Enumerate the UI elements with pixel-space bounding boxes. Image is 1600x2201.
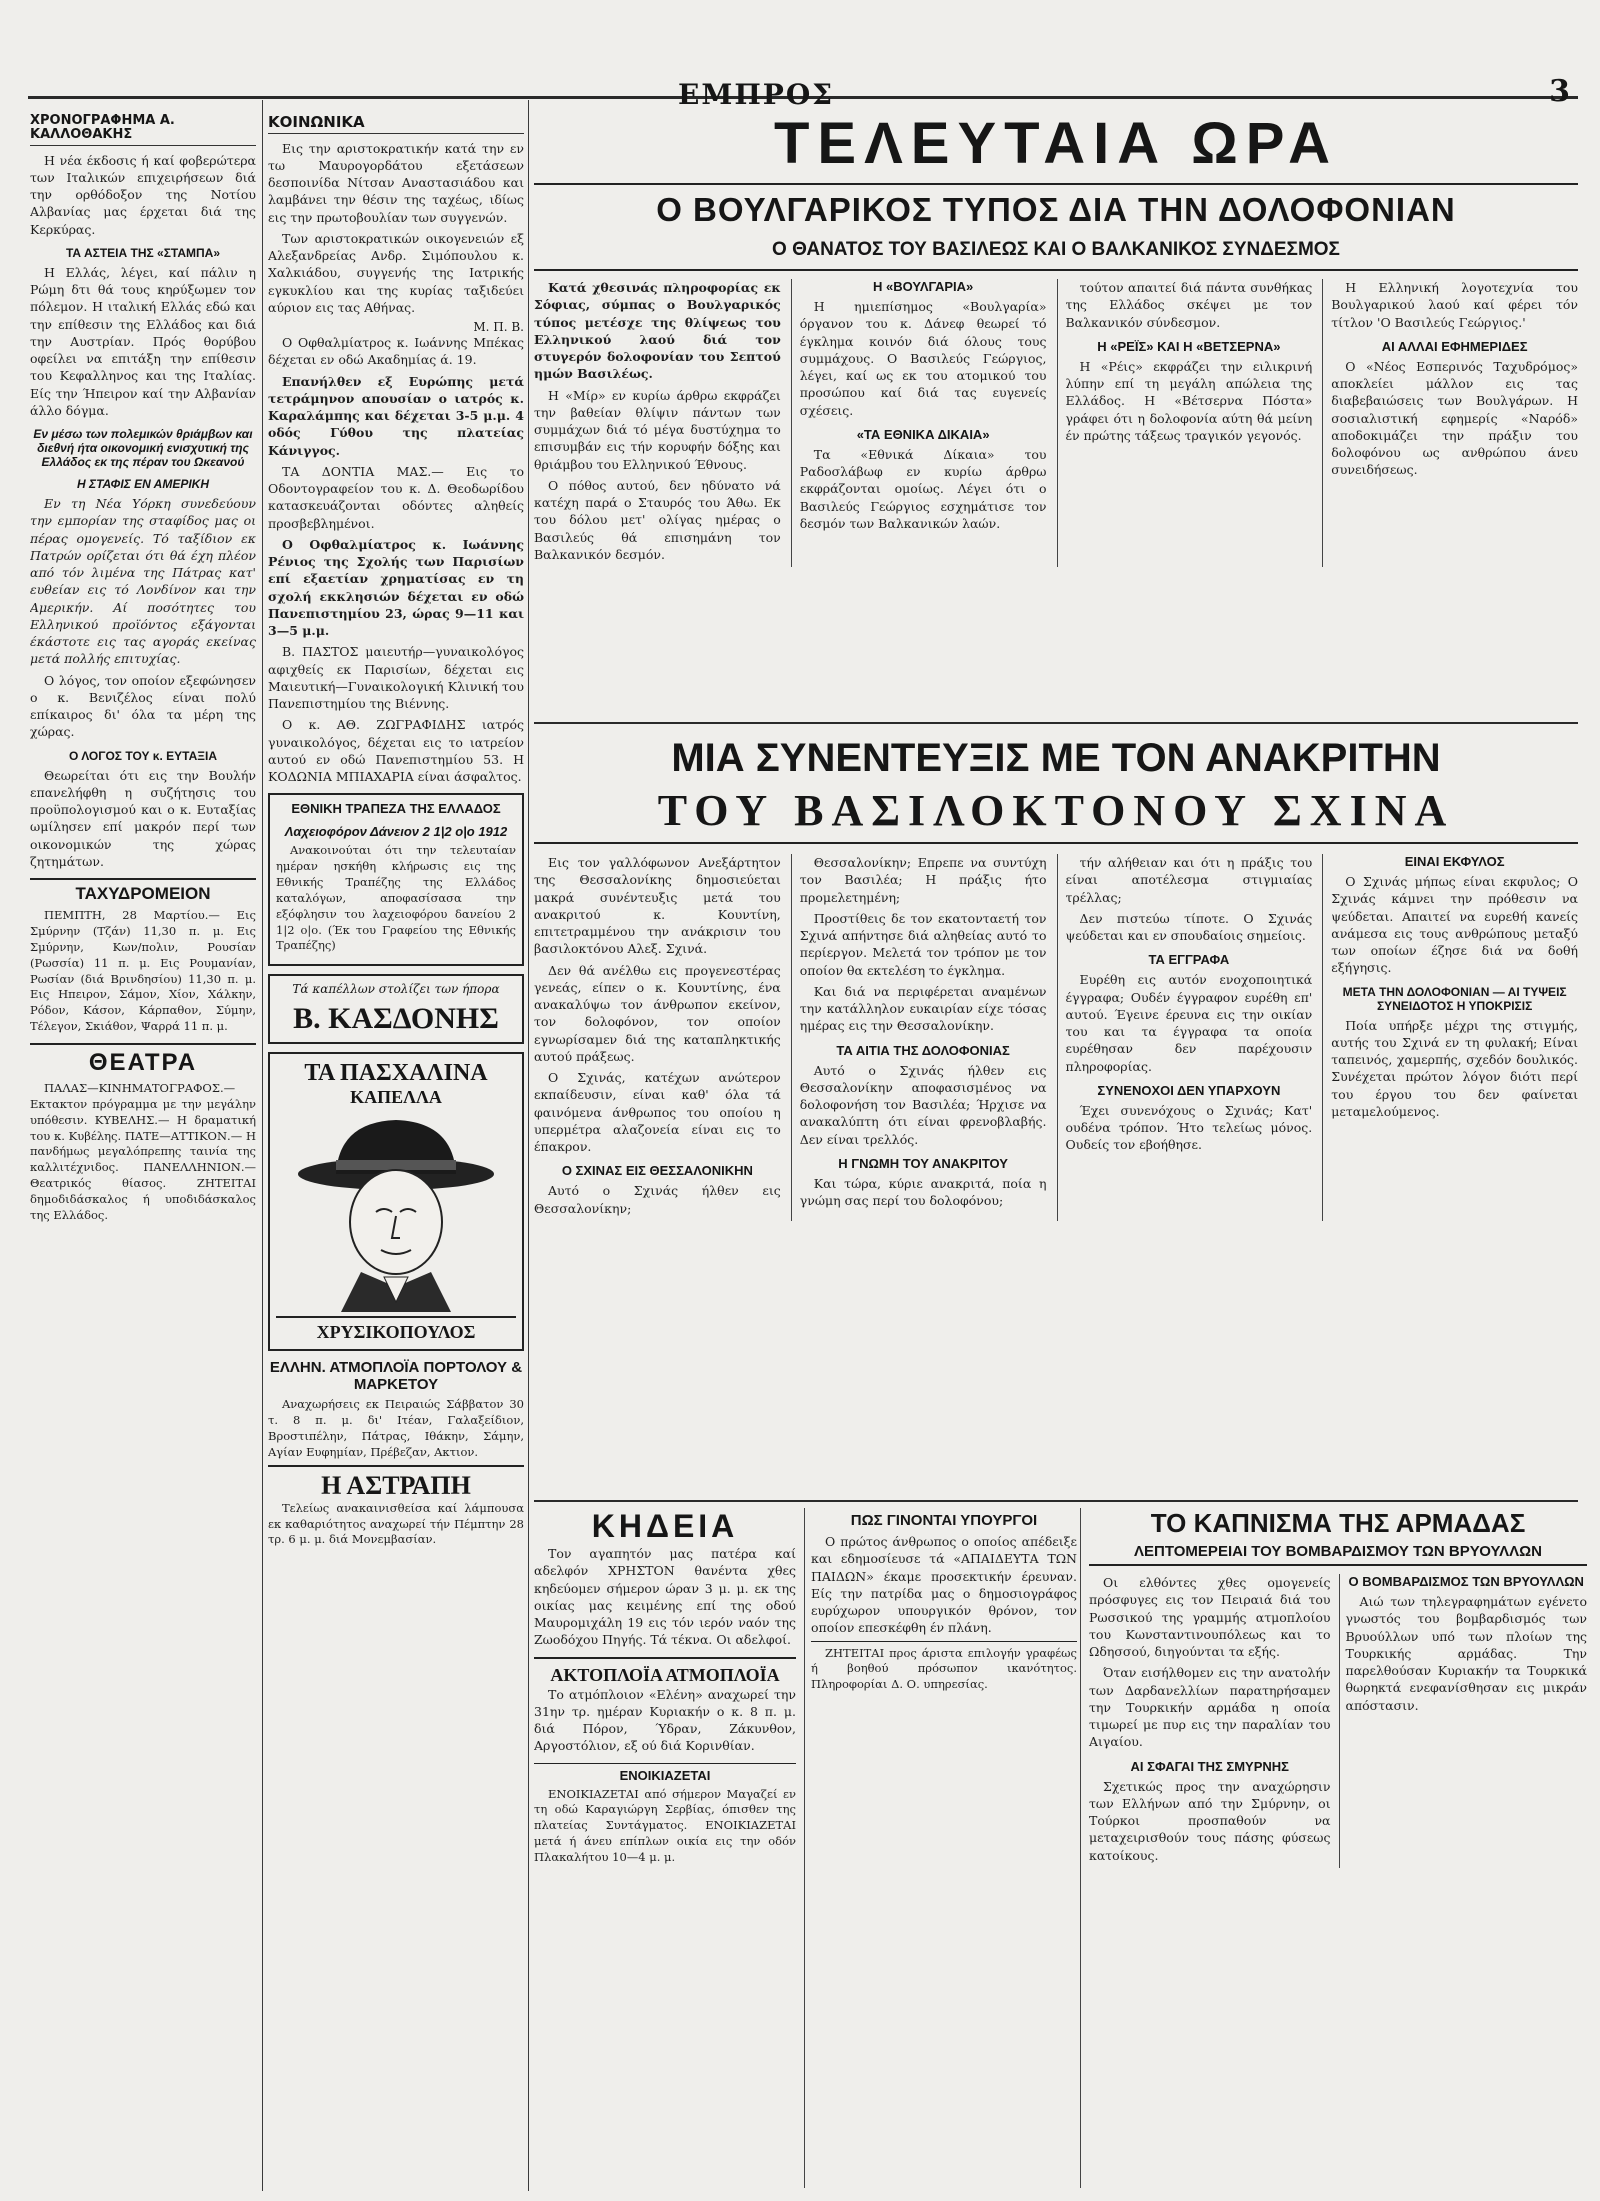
interview-col3 bbox=[1057, 854, 1313, 1221]
shop-name: ΧΡΥΣΙΚΟΠΟΥΛΟΣ bbox=[276, 1316, 516, 1343]
last-hour-col2 bbox=[791, 279, 1047, 567]
astrapi-text: Τελείως ανακαινισθείσα καί λάμπουσα εκ καθαριότητος αναχωρεί τήν Πέμπτην 28 τρ. 6 μ. μ. διά Μονεμβασίαν. bbox=[268, 1500, 524, 1547]
rent-text: ΕΝΟΙΚΙΑΖΕΤΑΙ από σήμερον Μαγαζεί εν τη οδώ Καραγιώργη Σερβίας, όπισθεν της πλατείας Συντάγματος. ΕΝΟΙΚΙΑΖΕΤΑΙ μετά ή άνευ επίπλων οικία εις την οδόν Πλακαλήτου 10—4 μ. μ. bbox=[534, 1786, 796, 1864]
society-paragraph: Ο Οφθαλμίατρος κ. Ιωάννης Μπέκας δέχεται εν οδώ Ακαδημίας ά. 19. bbox=[268, 335, 524, 368]
rent-title: ΕΝΟΙΚΙΑΖΕΤΑΙ bbox=[534, 1763, 796, 1783]
bank-subtitle: Λαχειοφόρον Δάνειον 2 1|2 ο|ο 1912 bbox=[284, 824, 508, 840]
armada-columns bbox=[1089, 1574, 1587, 1868]
article-paragraph: Ο «Νέος Εσπερινός Ταχυδρόμος» αποκλείει μάλλον εις τας διαβεβαιώσεις των Βουλγάρων. Η σοσιαλιστική εφημερίς «Ναρόδ» αποδοκιμάζει την πράξιν του δολοφόνου ως ανθρώπου άνευ συνειδήσεως. bbox=[1331, 358, 1578, 478]
interview-col1 bbox=[534, 854, 781, 1221]
section-rule bbox=[534, 722, 1578, 724]
article-paragraph: Εις τον γαλλόφωνον Ανεξάρτητον της Θεσσαλονίκης δημοσιεύεται μακρά συνέντευξις μετά του ανακριτού κ. Κουντίνη, επιτετραμμένου την ανάκρισιν του βασιλοκτόνου Αλεξ. Σχινά. bbox=[534, 855, 781, 957]
column-rule bbox=[528, 100, 529, 2191]
funeral-text: Τον αγαπητόν μας πατέρα καί αδελφόν ΧΡΗΣΤΟΝ θανέντα χθες κηδεύομεν σήμερον ώραν 3 μ. μ. εκ της οικίας μας κειμένης επί της οδού Μαυρομιχάλη 19 εις τόν ιερόν ναόν της Ζωοδόχου Πηγής. Τά τέκνα. Οι αδελφοί. bbox=[534, 1546, 796, 1648]
main-headline: Ο ΒΟΥΛΓΑΡΙΚΟΣ ΤΥΠΟΣ ΔΙΑ ΤΗΝ ΔΟΛΟΦΟΝΙΑΝ bbox=[534, 183, 1578, 229]
mail-heading: ΤΑΧΥΔΡΟΜΕΙΟΝ bbox=[30, 878, 256, 904]
theatre-text: ΠΑΛΑΣ—ΚΙΝΗΜΑΤΟΓΡΑΦΟΣ.— Εκτακτον πρόγραμμα με την μεγάλην υπόθεσιν. ΚΥΒΕΛΗΣ.— Η δραματική του κ. Κυβέλης. ΠΑΤΕ—ΑΤΤΙΚΟΝ.— Η πανδήμως μεγαλόπρεπης ταινία της καλλιτέχνιδος. ΠΑΝΕΛΛΗΝΙΟΝ.— Θεατρικός θίασος. ΖΗΤΕΙΤΑΙ δημοδιδάσκαλος ή υποδιδάσκαλος της Ελλάδος. bbox=[30, 1080, 256, 1222]
armada-col1 bbox=[1089, 1574, 1331, 1868]
section-subheading: Ο ΒΟΜΒΑΡΔΙΣΜΟΣ ΤΩΝ ΒΡΥΟΥΛΛΩΝ bbox=[1348, 1574, 1584, 1589]
interview-col2 bbox=[791, 854, 1047, 1221]
article-paragraph: Και διά να περιφέρεται αναμένων την κατάλληλον ευκαιρίαν είχε τόσας ημέρας εις την Θεσσαλονίκην. bbox=[799, 983, 1047, 1034]
man-with-hat-illustration bbox=[281, 1112, 511, 1312]
chronicle-subheading: Η ΣΤΑΦΙΣ ΕΝ ΑΜΕΡΙΚΗ bbox=[76, 477, 210, 492]
article-paragraph: Ποία υπήρξε μέχρι της στιγμής, αυτής του Σχινά εν τη φυλακή; Είναι ταπεινός, χαμερπής, σχεδόν δουλικός. Συνέχεται πρώτον λόγον διότι περί του έργου του δεν φαίνεται μεταμελούμενος. bbox=[1331, 1017, 1578, 1119]
section-subheading: Ο ΣΧΙΝΑΣ ΕΙΣ ΘΕΣΣΑΛΟΝΙΚΗΝ bbox=[561, 1163, 753, 1179]
article-paragraph: Η «Ρέις» εκφράζει την ειλικρινή λύπην επί τη μεγάλη απώλεια της Ελλάδος. Η «Βέτσερνα Πόστα» γράφει ότι η δολοφονία αύτη θά μείνη έν πρώτης τάξεως τραγικόν γεγονός. bbox=[1065, 358, 1313, 443]
society-paragraph: Των αριστοκρατικών οικογενειών εξ Αλεξανδρείας Ανδρ. Σιμόπουλου κ. Χαλκιάδου, συγγενής της Ιατρικής εγκυκλίου και της κυρίας ταξιδεύει αύριον εις τας Αθήνας. bbox=[268, 230, 524, 315]
easter-title: ΤΑ ΠΑΣΧΑΛΙΝΑ bbox=[304, 1060, 488, 1087]
article-paragraph: Ευρέθη εις αυτόν ενοχοποιητικά έγγραφα; Ουδέν έγγραφον ευρέθη επ' αυτού. Έγεινε έρευνα εις την οικίαν του και τα έγγραφα τα οποία ευρέθησαν δεν παρέχουσιν πληροφορίας. bbox=[1065, 972, 1313, 1074]
last-hour-col4 bbox=[1322, 279, 1578, 567]
mail-text: ΠΕΜΠΤΗ, 28 Μαρτίου.— Εις Σμύρνην (Τζάν) 11,30 π. μ. Εις Σμύρνην, Κων/πολιν, Ρουσίαν (Ρωσσία) 11 π. μ. Εις Ρουμανίαν, Ρωσίαν (διά Βρινδησίου) 11,30 π. μ. Εις Ηπειρον, Σάμον, Χίον, Χάλκην, Ρόδον, Κάσον, Κάρπαθον, Σύμην, Τέλεγον, Σκιάθον, Ψαρρά 11 π. μ. bbox=[30, 908, 256, 1034]
armada-title: ΤΟ ΚΑΠΝΙΣΜΑ ΤΗΣ ΑΡΜΑΔΑΣ bbox=[1150, 1508, 1526, 1538]
article-paragraph: Προστίθεις δε τον εκατονταετή τον Σχινά απήντησε διά αληθείας αυτό το περίεργον. Μελετά τον τρόπον με τον οποίον θα εκτελέση το έγκλημα. bbox=[799, 910, 1047, 978]
article-paragraph: τήν αλήθειαν και ότι η πράξις του είναι αποτέλεσμα στιγμιαίας τρέλλας; bbox=[1065, 855, 1313, 905]
ministers-title: ΠΩΣ ΓΙΝΟΝΤΑΙ ΥΠΟΥΡΓΟΙ bbox=[850, 1512, 1038, 1529]
article-paragraph: Αυτό ο Σχινάς ήλθεν εις Θεσσαλονίκην αποφασισμένος να δολοφονήση τον Βασιλέα; Ήρχισε να ανακαλύπτη ότι είναι φρενοβλαβής. Δεν είναι τρελλός. bbox=[799, 1062, 1047, 1147]
masthead bbox=[28, 0, 1578, 111]
theatre-heading: ΘΕΑΤΡΑ bbox=[30, 1043, 256, 1077]
article-paragraph: Κατά χθεσινάς πληροφορίας εκ Σόφιας, σύμπας ο Βουλγαρικός τύπος μετέσχε της θλίψεως του Ελληνικού λαού διά τον στυγερόν δολοφονίαν του Σεπτού ημών Βασιλέως. bbox=[534, 280, 781, 382]
interview-section bbox=[534, 728, 1578, 1498]
article-paragraph: Τα «Εθνικά Δίκαια» του Ραδοσλάβωφ εν κυρίω άρθρω εκφράζονται ομοίως. Λέγει ότι ο Βασιλεύς Γεώργιος εσχημάτισε τον δεσμόν των Βαλκανικών λαών. bbox=[799, 446, 1047, 531]
funeral-title: ΚΗΔΕΙΑ bbox=[591, 1508, 739, 1544]
astrapi-title: Η ΑΣΤΡΑΠΗ bbox=[268, 1465, 524, 1501]
section-subheading: Η ΓΝΩΜΗ ΤΟΥ ΑΝΑΚΡΙΤΟΥ bbox=[838, 1155, 1008, 1171]
funeral-column bbox=[534, 1508, 796, 2188]
article-paragraph: τούτον απαιτεί διά πάντα συνθήκας της Ελλάδος σκέψει με τον Βαλκανικόν σύνδεσμον. bbox=[1065, 280, 1313, 330]
last-hour-columns bbox=[534, 279, 1578, 567]
article-paragraph: Δεν πιστεύω τίποτε. Ο Σχινάς ψεύδεται και εν σπουδαίοις σημείοις. bbox=[1065, 910, 1313, 943]
article-paragraph: Δεν θά ανέλθω εις προγενεστέρας γενεάς, είπεν ο κ. Κουντίνης, ένα ανακαλύψω τον άνθρωπον εκείνον, τον δολοφόνον, τον οποίον εγνωρίσαμεν διά της καταπληκτικής αυτού πράξεως. bbox=[534, 962, 781, 1064]
chronicle-subheading: ΤΑ ΑΣΤΕΙΑ ΤΗΣ «ΣΤΑΜΠΑ» bbox=[65, 245, 221, 260]
hat-ad-kasdonis bbox=[268, 974, 524, 1044]
section-subheading: ΑΙ ΑΛΛΑΙ ΕΦΗΜΕΡΙΔΕΣ bbox=[1381, 338, 1528, 354]
society-header: ΚΟΙΝΩΝΙΚΑ bbox=[268, 114, 524, 134]
ministers-text: Ο πρώτος άνθρωπος ο οποίος απέδειξε και εδημοσίευσε τά «ΑΠΑΙΔΕΥΤΑ ΤΩΝ ΠΑΙΔΩΝ» έκαμε προσεκτικήν έρευναν. Είς την πατρίδα μας ο δημοσιογράφος ευρύχωρον υπουργικόν θρόνον, τον οποίον επεσκέφθη έν πλάνη. bbox=[811, 1534, 1077, 1636]
bank-text: Ανακοινούται ότι την τελευταίαν ημέραν ησκήθη κλήρωσις εις της Εθνικής Τραπέζης της Ελλάδος καταλόγων, αποφασίσασα την εξόφλησιν του λαχειοφόρου δανείου 2 1|2 ο|ο. (Έκ του Γραφείου της Εθνικής Τραπέζης) bbox=[276, 843, 516, 953]
section-subheading: «ΤΑ ΕΘΝΙΚΑ ΔΙΚΑΙΑ» bbox=[856, 426, 990, 442]
article-paragraph: Οι ελθόντες χθες ομογενείς πρόσφυγες εις τον Πειραιά διά του Ρωσσικού της γραμμής ατμοπλοίου του Κωνσταντινουπόλεως και το Ωδησσού, διηγούνται τα εξής. bbox=[1089, 1575, 1331, 1659]
article-paragraph: Η Ελληνική λογοτεχνία του Βουλγαρικού λαού καί φέρει τόν τίτλον 'Ο Βασιλεύς Γεώργιος.' bbox=[1331, 280, 1578, 330]
chronicle-paragraph: Η νέα έκδοσις ή καί φοβερώτερα των Ιταλικών επιχειρήσεων διά την ορθόδοξον της Νοτίου Αλβανίας μας έρχεται διά της Κερκύρας. bbox=[30, 152, 256, 237]
article-paragraph: Αυτό ο Σχινάς ήλθεν εις Θεσσαλονίκην; bbox=[534, 1183, 781, 1216]
article-paragraph: Αιώ των τηλεγραφημάτων εγένετο γνωστός του βομβαρδισμός των Βρυούλλων υπό των πλοίων της Τουρκικής αρμάδας. Την παρελθούσαν Κυριακήν τα Τουρκικά θωρηκτά ενεφανίσθησαν εις μικράν απόστασιν. bbox=[1345, 1594, 1587, 1713]
last-hour-section bbox=[534, 104, 1578, 724]
society-paragraph: Επανήλθεν εξ Ευρώπης μετά τετράμηνον απουσίαν ο ιατρός κ. Καραλάμπης και δέχεται 3-5 μ.μ. 4 οδός Γύθου της πλατείας Κάνιγγος. bbox=[268, 373, 524, 458]
chronicle-subheading: Εν μέσω των πολεμικών θριάμβων και διεθνή ήτα οικονομική ενισχυτική της Ελλάδος εκ της πέραν του Ωκεανού bbox=[33, 427, 253, 470]
article-paragraph: Σχετικώς προς την αναχώρησιν των Ελλήνων από την Σμύρνην, οι Τούρκοι προσπαθούν να μεταχειρισθούν τους πάσης φύσεως κατοίκους. bbox=[1089, 1778, 1331, 1863]
main-subheadline: Ο ΘΑΝΑΤΟΣ ΤΟΥ ΒΑΣΙΛΕΩΣ ΚΑΙ Ο ΒΑΛΚΑΝΙΚΟΣ ΣΥΝΔΕΣΜΟΣ bbox=[534, 239, 1578, 271]
article-paragraph: Έχει συνενόχους ο Σχινάς; Κατ' ουδένα τρόπον. Ήτο τελείως μόνος. Ουδείς τον εβοήθησε. bbox=[1065, 1102, 1313, 1153]
article-paragraph: Η ημιεπίσημος «Βουλγαρία» όργανον του κ. Δάνεφ θεωρεί τό έγκλημα κοινόν διά όλους τους συμμάχους. Ο Βασιλεύς Γεώργιος, λέγει, καί ως εκ του ατομικού του προσώπου καί διά τας ευγενείς σχέσεις. bbox=[799, 299, 1047, 418]
society-paragraph: ΤΑ ΔΟΝΤΙΑ ΜΑΣ.— Εις το Οδοντογραφείον του κ. Δ. Θεοδωρίδου κατασκευάζονται οδόντες αληθείς προσβεβλημένοι. bbox=[268, 463, 524, 531]
column-rule bbox=[262, 100, 263, 2191]
ad-tagline: Τά καπέλλων στολίζει των ήπορα bbox=[292, 982, 500, 997]
section-subheading: ΣΥΝΕΝΟΧΟΙ ΔΕΝ ΥΠΑΡΧΟΥΝ bbox=[1097, 1082, 1281, 1098]
section-subheading: ΑΙ ΣΦΑΓΑΙ ΤΗΣ ΣΜΥΡΝΗΣ bbox=[1130, 1758, 1289, 1774]
article-paragraph: Ο πόθος αυτού, δεν ηδύνατο νά κατέχη παρά ο Σταυρός του Άθω. Εκ του δόλου μετ' ολίγας ημέρας ο Βασιλεύς θά επισημάνη τον Βαλκανικόν δεσμόν. bbox=[534, 477, 781, 562]
last-hour-col3 bbox=[1057, 279, 1313, 567]
ad-brand-name: Β. ΚΑΣΔΟΝΗΣ bbox=[293, 1002, 499, 1036]
chronicle-subheading: Ο ΛΟΓΟΣ ΤΟΥ κ. ΕΥΤΑΞΙΑ bbox=[69, 748, 217, 763]
easter-hat-ad bbox=[268, 1052, 524, 1351]
chronicle-paragraph: Η Ελλάς, λέγει, καί πάλιν η Ρώμη δτι θά τους κηρύξωμεν τον πόλεμον. Η ιταλική Ελλάς εδώ και την επίθεσιν της Ελλάδος και διά την Αυστρίαν. Πρός θορύβου οφείλει να επιτάξη την επίθεσιν του Κεφαλληνος και της Ιταλίας. Είς την Ήπειρον καί την Αλβανίαν άλλο δόγμα. bbox=[30, 264, 256, 418]
article-paragraph: Ο Σχινάς, κατέχων ανώτερον εκπαίδευσιν, είναι καθ' όλα τά φαινόμενα άνθρωπος του οποίου η υπερμέτρα αλαζονεία είναι εις το έπακρον. bbox=[534, 1070, 781, 1154]
section-rule bbox=[534, 1500, 1578, 1502]
section-subheading: Η «ΡΕΪΣ» ΚΑΙ Η «ΒΕΤΣΕΡΝΑ» bbox=[1097, 338, 1281, 354]
interview-col4 bbox=[1322, 854, 1578, 1221]
armada-subtitle: ΛΕΠΤΟΜΕΡΕΙΑΙ ΤΟΥ ΒΟΜΒΑΡΔΙΣΜΟΥ ΤΩΝ ΒΡΥΟΥΛΛΩΝ bbox=[1089, 1543, 1587, 1566]
easter-subtitle: ΚΑΠΕΛΛΑ bbox=[350, 1087, 442, 1108]
section-subheading: Η «ΒΟΥΛΓΑΡΙΑ» bbox=[873, 279, 974, 294]
interview-headline: ΜΙΑ ΣΥΝΕΝΤΕΥΞΙΣ ΜΕ ΤΟΝ ΑΝΑΚΡΙΤΗΝ bbox=[671, 736, 1441, 780]
interview-columns bbox=[534, 854, 1578, 1221]
chronicle-header: ΧΡΟΝΟΓΡΑΦΗΜΑ Α. ΚΑΛΛΟΘΑΚΗΣ bbox=[30, 114, 256, 146]
article-paragraph: Θεσσαλονίκην; Επρεπε να συντύχη τον Βασιλέα; Η πράξις ήτο προμελετημένη; bbox=[799, 855, 1047, 905]
shipping-text: Αναχωρήσεις εκ Πειραιώς Σάββατον 30 τ. 8 π. μ. δι' Ιτέαν, Γαλαξείδιον, Βροστιπέλην, Πάτρας, Ιθάκην, Σάμην, Αγίαν Ευφημίαν, Πρέβεζαν, Ακτιον. bbox=[268, 1397, 524, 1459]
section-subheading: ΜΕΤΑ ΤΗΝ ΔΟΛΟΦΟΝΙΑΝ — ΑΙ ΤΥΨΕΙΣ ΣΥΝΕΙΔΟΤΟΣ Η ΥΠΟΚΡΙΣΙΣ bbox=[1342, 984, 1567, 1013]
society-paragraph: Ο Οφθαλμίατρος κ. Ιωάννης Ρένιος της Σχολής των Παρισίων επί εξαετίαν χρηματίσας εν τη σχολή εκκλησιών δέχεται εν οδώ Πανεπιστημίου 23, ώρας 9—11 και 3—5 μ.μ. bbox=[268, 536, 524, 638]
column-society bbox=[268, 108, 524, 2188]
article-paragraph: Η «Μίρ» εν κυρίω άρθρω εκφράζει την βαθείαν θλίψιν πάντων των συμμάχων διά τό μέγα δυστύχημα το επισυμβάν εις τήν κορυφήν δόξης και θριάμβου του Ελληνικού Έθνους. bbox=[534, 387, 781, 472]
column-chronicle bbox=[30, 108, 256, 2188]
shipping-title: ΕΛΛΗΝ. ΑΤΜΟΠΛΟΪΑ ΠΟΡΤΟΛΟΥ & ΜΑΡΚΕΤΟΥ bbox=[269, 1359, 523, 1394]
society-paragraph: Β. ΠΑΣΤΟΣ μαιευτήρ—γυναικολόγος αφιχθείς εκ Παρισίων, δέχεται εις Μαιευτική—Γυναικολογική Κλινική του Πανεπιστημίου της Βιέννης. bbox=[268, 644, 524, 711]
interview-headline-2: ΤΟΥ ΒΑΣΙΛΟΚΤΟΝΟΥ ΣΧΙΝΑ bbox=[534, 785, 1578, 844]
society-paragraph: Εις την αριστοκρατικήν κατά την εν τω Μαυρογορδάτου εξετάσεων δεσποινίδα Νίτσαν Αναστασιάδου και λαμβάνει την θέσιν της ταχέως, ιδίως εις την πρωτοβουλίαν των συγγενών. bbox=[268, 140, 524, 225]
ministers-column bbox=[804, 1508, 1077, 2188]
society-paragraph: Ο κ. ΑΘ. ΖΩΓΡΑΦΙΔΗΣ ιατρός γυναικολόγος, δέχεται εις το ιατρείον αυτού εν οδώ Πανεπιστημίου 53. Η ΚΟΔΩΝΙΑ ΜΠΙΑΧΑΡΙΑ είναι άσφαλτος. bbox=[268, 717, 524, 784]
section-subheading: ΤΑ ΑΙΤΙΑ ΤΗΣ ΔΟΛΟΦΟΝΙΑΣ bbox=[836, 1042, 1010, 1058]
armada-col2 bbox=[1339, 1574, 1588, 1868]
chronicle-paragraph: Εν τη Νέα Υόρκη συνεδεύουν την εμπορίαν της σταφίδος μας οι πέρας ομογενείς. Τό ταξίδιον εκ Πατρών ορίζεται ότι θά έχη πλέον από τόν λιμένα της Πάτρας κατ' ευθείαν εις τό Λονδίνον και την Αμερικήν. Αί ποσότητες του Ελληνικού προϊόντος εξάγονται έκάστοτε εις τας αγοράς εκείνας μετά πολλής επιτυχίας. bbox=[30, 496, 256, 667]
ministers-tail: ΖΗΤΕΙΤΑΙ προς άριστα επιλογήν γραφέως ή βοηθού πρόσωπον ικανότητος. Πληροφορίαι Δ. Ο. υπηρεσίας. bbox=[811, 1641, 1077, 1694]
society-signature: Μ. Π. Β. bbox=[473, 320, 524, 334]
banner-headline: ΤΕΛΕΥΤΑΙΑ ΩΡΑ bbox=[773, 111, 1339, 176]
section-subheading: ΤΑ ΕΓΓΡΑΦΑ bbox=[1148, 952, 1230, 968]
section-subheading: ΕΙΝΑΙ ΕΚΦΥΛΟΣ bbox=[1404, 854, 1505, 869]
chronicle-paragraph: Ο λόγος, τον οποίον εξεφώνησεν ο κ. Βενιζέλος είναι πολύ επίκαιρος δι' όλα τα μέρη της χώρας. bbox=[30, 672, 256, 740]
article-paragraph: Και τώρα, κύριε ανακριτά, ποία η γνώμη σας περί του δολοφόνου; bbox=[799, 1175, 1047, 1208]
bank-notice bbox=[268, 793, 524, 966]
article-paragraph: Όταν εισήλθομεν εις την ανατολήν των Δαρδανελλίων παρατηρήσαμεν την Τουρκικήν αρμάδα η οποία τιμωρεί με πυρ εις την παραλίαν του Αιγαίου. bbox=[1089, 1665, 1331, 1750]
bank-title: ΕΘΝΙΚΗ ΤΡΑΠΕΖΑ ΤΗΣ ΕΛΛΑΔΟΣ bbox=[291, 801, 501, 817]
page-number: 3 bbox=[1549, 74, 1570, 109]
shipping-text: Το ατμόπλοιον «Ελένη» αναχωρεί την 31ην τρ. ημέραν Κυριακήν ο κ. 8 π. μ. διά Πόρον, Ύδραν, Ζάκυνθον, Αργοστόλιον, εξ ού διά Κορινθίαν. bbox=[534, 1686, 796, 1754]
chronicle-paragraph: Θεωρείται ότι εις την Βουλήν επανελήφθη η συζήτησις του προϋπολογισμού και ο κ. Ευταξίας ωμίλησεν επί μακρόν περί των οικονομικών της χώρας ζητημάτων. bbox=[30, 767, 256, 869]
armada-section bbox=[1080, 1508, 1587, 2188]
newspaper-title: ΕΜΠΡΟΣ bbox=[678, 78, 835, 111]
article-paragraph: Ο Σχινάς μήπως είναι εκφυλος; Ο Σχινάς κάμνει την πρόθεσιν να ψεύδεται. Απαιτεί να ευρεθή κανείς ανάμεσα εις τους ανθρώπους μεταξύ των οποίων έζησε διά να δοθή εξήγησις. bbox=[1331, 874, 1578, 976]
last-hour-col1 bbox=[534, 279, 781, 567]
shipping-title: ΑΚΤΟΠΛΟΪΑ ΑΤΜΟΠΛΟΪΑ bbox=[534, 1657, 796, 1686]
